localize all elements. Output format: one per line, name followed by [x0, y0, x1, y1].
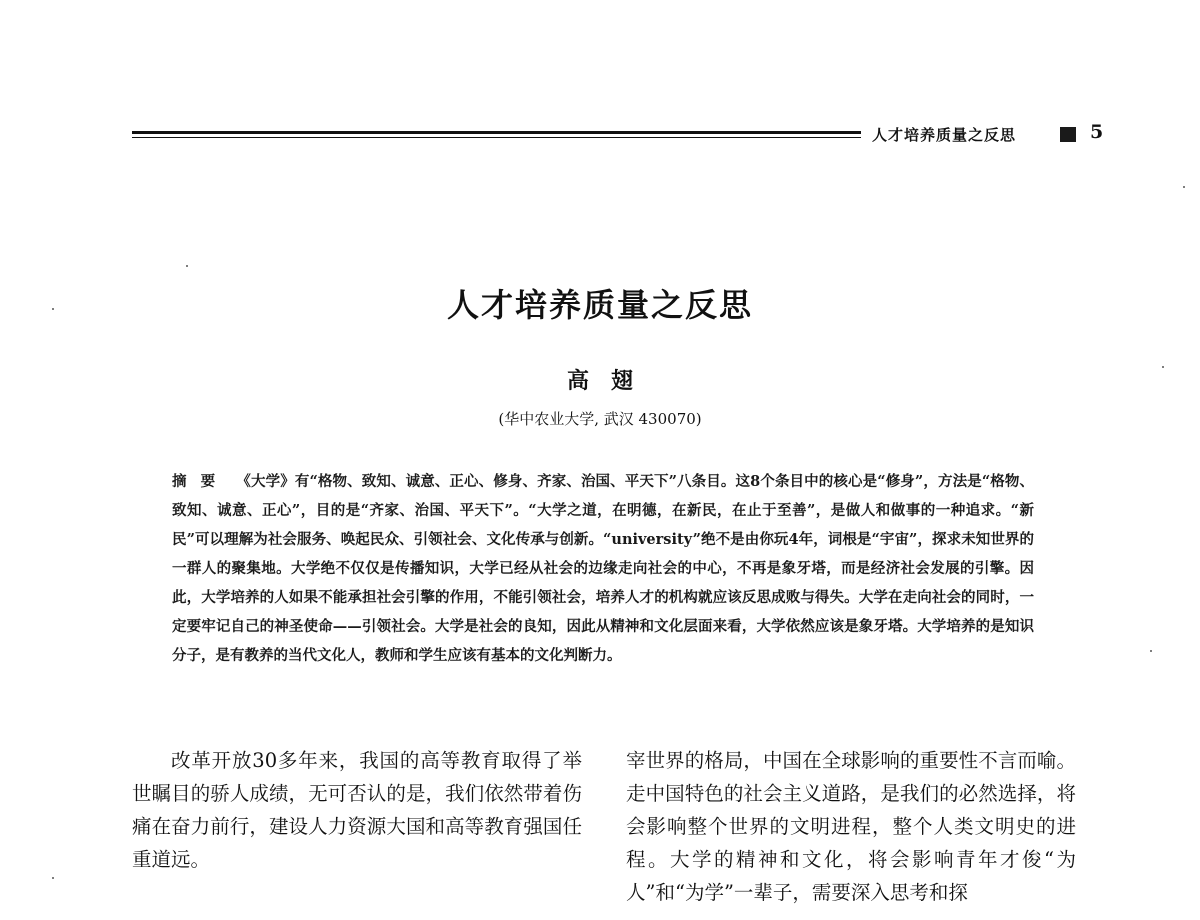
body-paragraph-right: 宰世界的格局，中国在全球影响的重要性不言而喻。走中国特色的社会主义道路，是我们的必然选择，将会影响整个世界的文明进程，整个人类文明史的进程。大学的精神和文化，将会影响青年才俊“为人”和“为学”一辈子，需要深入思考和探	[626, 749, 1076, 904]
abstract-block	[172, 467, 1034, 670]
body-paragraph-left: 改革开放30多年来，我国的高等教育取得了举世瞩目的骄人成绩，无可否认的是，我们依然带着伤痛在奋力前行，建设人力资源大国和高等教育强国任重道远。	[132, 749, 582, 871]
scan-speck	[1183, 186, 1185, 188]
abstract-text: 《大学》有“格物、致知、诚意、正心、修身、齐家、治国、平天下”八条目。这8个条目中的核心是“修身”，方法是“格物、致知、诚意、正心”，目的是“齐家、治国、平天下”。“大学之道，在明德，在新民，在止于至善”，是做人和做事的一种追求。“新民”可以理解为社会服务、唤起民众、引领社会、文化传承与创新。“university”绝不是由你玩4年，词根是“宇宙”，探求未知世界的一群人的聚集地。大学绝不仅仅是传播知识，大学已经从社会的边缘走向社会的中心，不再是象牙塔，而是经济社会发展的引擎。因此，大学培养的人如果不能承担社会引擎的作用，不能引领社会，培养人才的机构就应该反思成败与得失。大学在走向社会的同时，一定要牢记自己的神圣使命——引领社会。大学是社会的良知，因此从精神和文化层面来看，大学依然应该是象牙塔。大学培养的是知识分子，是有教养的当代文化人，教师和学生应该有基本的文化判断力。	[172, 473, 1034, 664]
header-rule-thin	[132, 137, 861, 138]
body-column-right	[626, 744, 1076, 909]
abstract-label: 摘要	[172, 473, 230, 490]
header-double-rule	[132, 129, 861, 143]
header-block-ornament	[1060, 127, 1076, 142]
scan-speck	[1150, 650, 1152, 652]
article-title: 人才培养质量之反思	[446, 286, 753, 324]
page-number: 5	[1090, 121, 1104, 143]
body-column-left	[132, 744, 582, 876]
running-title: 人才培养质量之反思	[872, 126, 1017, 144]
scan-speck	[1162, 366, 1164, 368]
header-rule-thick	[132, 131, 861, 134]
author-affiliation: (华中农业大学, 武汉 430070)	[498, 410, 702, 428]
scan-speck	[186, 265, 188, 267]
author-name: 高翅	[566, 368, 655, 394]
scan-speck	[52, 308, 54, 310]
scan-speck	[52, 877, 54, 879]
